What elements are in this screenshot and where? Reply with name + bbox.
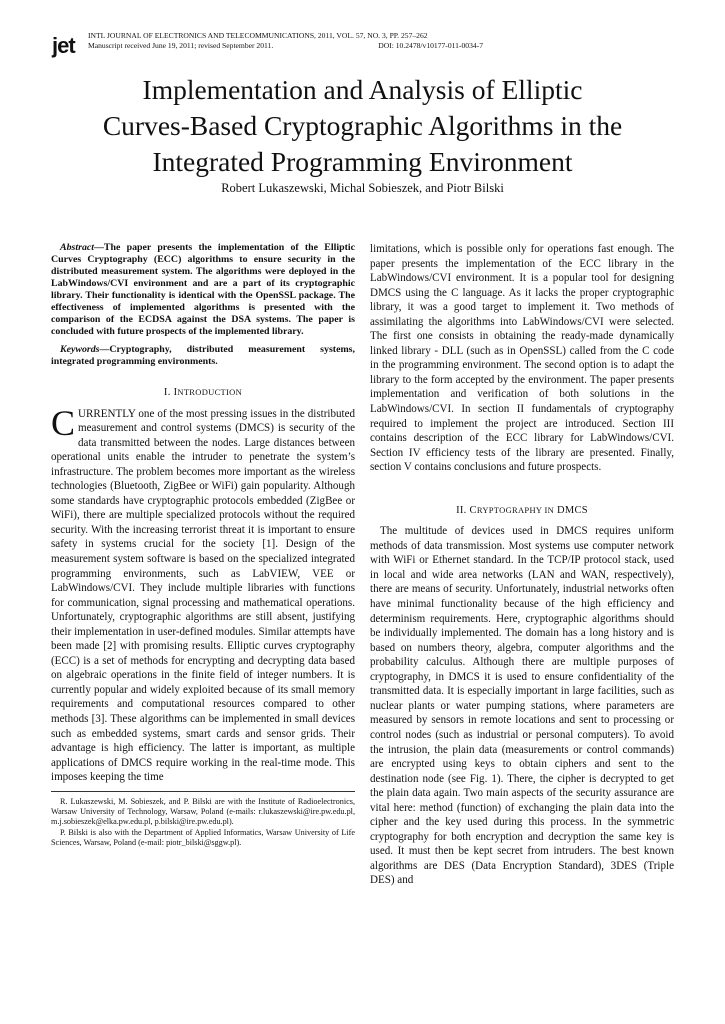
intro-continuation: limitations, which is possible only for operations fast enough. The paper presents the implementation of the ECC library in the LabWindows/CVI environment. It is a popular tool for designing DMCS using the C language. As it lacks the proper cryptographic library, it was a good target to implement it. Two methods of assimilating the algorithms into LabWindows/CVI were selected. The first one consists in obtaining the ready-made dynamically linked library - DLL (such as in OpenSSL) called from the C code in the programming environment. The second option is to adapt the library to the form accepted by the environment. The paper presents implementation and verification of both solutions in the LabWindows/CVI. In section II fundamentals of cryptography required to implement the project are introduced. Section III contains description of the ECC library for LabWindows/CVI. Section IV efficiency tests of the library are presented. Finally, section V contains conclusions and future prospects.	[370, 243, 674, 474]
keywords-paragraph	[51, 344, 355, 368]
abstract-label: Abstract	[60, 242, 95, 253]
abstract-paragraph	[51, 242, 355, 338]
section-heading-introduction	[51, 385, 355, 401]
intro-paragraph	[51, 402, 355, 785]
section-rest: RYPTOGRAPHY IN	[476, 504, 555, 515]
authors: Robert Lukaszewski, Michal Sobieszek, and Piotr Bilski	[221, 181, 504, 195]
drop-cap: C	[51, 402, 76, 443]
section-rest: NTRODUCTION	[177, 387, 243, 397]
right-column	[370, 242, 674, 888]
title-line-2: Curves-Based Cryptographic Algorithms in the	[102, 110, 623, 141]
keywords-text: —Cryptography, distributed measurement systems, integrated programming environments.	[51, 344, 355, 367]
section-first-letter: C	[469, 504, 477, 516]
left-column	[51, 242, 355, 848]
doi: DOI: 10.2478/v10177-011-0034-7	[378, 40, 483, 50]
journal-logo: jet	[52, 33, 75, 58]
section-heading-cryptography	[370, 503, 674, 519]
cryptography-paragraph: The multitude of devices used in DMCS requires uniform methods of data transmission. Most systems use computer network with WiFi or Ethernet standard. In the TCP/IP protocol stack, used in local and wide area networks (LAN and WAN, respectively), there are means of security. Unfortunately, industrial networks often have minimal functionality because of the high efficiency and determinism requirements. Here, cryptographic algorithms should be individually implemented. The domain has a long history and is based on numbers theory, algebra, computer algorithms and the probability calculus. Although there are multiple purposes of cryptography, in DMCS it is used to ensure confidentiality of the transmitted data. It is especially important in large facilities, such as nuclear plants or water pumping stations, where parameters are measured by sensors in remote locations and sent to processing or control nodes (such as industrial or personal computers). To avoid the intrusion, the plain data (measurements or control commands) are encrypted using keys to obtain ciphers and sent to the destination node (see Fig. 1). There, the cipher is decrypted to get the plain data again. Two main aspects of the security assurance are vital here: method (function) of exchanging the plain data into the cipher and the key used during this process. In the symmetric cryptography for both encryption and decryption the same key is used. It must then be kept secret from intruders. The best known algorithms are DES (Data Encryption Standard), 3DES (Triple DES) and	[370, 525, 674, 887]
footnote-rule	[51, 791, 355, 792]
footnote-affiliation-2: P. Bilski is also with the Department of Applied Informatics, Warsaw University of Life Sciences, Warsaw, Poland (e-mail: piotr_bilski@sggw.pl).	[51, 827, 355, 847]
manuscript-line: Manuscript received June 19, 2011; revised September 2011.	[88, 40, 274, 50]
paper-title	[40, 72, 685, 180]
intro-text: URRENTLY one of the most pressing issues in the distributed measurement and control systems (DMCS) is security of the data transmitted between the nodes. Large distances between operational units enable the intruder to penetrate the system’s infrastructure. The problem becomes more important as the wireless technologies (Bluetooth, ZigBee or WiFi) gain popularity. Although some standards have cryptographic protocols embedded (ZigBee or WiFi), there are multiple specialized protocols without the required security. With the increasing terrorist threat it is important to ensure safety in systems crucial for the society [1]. Design of the measurement system software is based on the specialized integrated programming environments, such as LabVIEW, VEE or LabWindows/CVI. They include multiple libraries with functions for communication, signal processing and mathematical operations. Unfortunately, cryptographic algorithms are still absent, justifying their implementation in user-defined modules. Similar attempts have been made [2] with promising results. Elliptic curves cryptography (ECC) is a set of methods for encrypting and decrypting data based on algebraic operations in the finite field of integer numbers. It is currently popular and widely exploited because of its small memory requirements and computational resources compared to other methods [3]. These algorithms can be implemented in small devices such as embedded systems, smart cards and sensor grids. Their advantage is high efficiency. The latter is important, as multiple applications of DMCS require working in the real-time mode. This imposes keeping the time	[51, 407, 355, 784]
abstract	[51, 242, 355, 368]
section-number: II.	[456, 504, 470, 516]
journal-header	[88, 31, 483, 50]
title-line-3: Integrated Programming Environment	[152, 146, 573, 177]
section-tail: DMCS	[554, 504, 588, 516]
section-number: I.	[163, 387, 174, 398]
footnote-affiliation: R. Lukaszewski, M. Sobieszek, and P. Bilski are with the Institute of Radioelectronics, Warsaw University of Technology, Warsaw, Poland (e-mails: r.lukaszewski@ire.pw.edu.pl, m.j.sobieszek@elka.pw.edu.pl, p.bilski@ire.pw.edu.pl).	[51, 796, 355, 827]
abstract-text: —The paper presents the implementation of the Elliptic Curves Cryptography (ECC) algorithms to ensure security in the distributed measurement system. The algorithms were deployed in the LabWindows/CVI environment and are a part of its cryptographic library. Their functionality is identical with the OpenSSL package. The effectiveness of implemented algorithms is presented with the comparison of the ECDSA against the DSA systems. The paper is concluded with future prospects of the implemented library.	[51, 242, 355, 337]
keywords-label: Keywords	[60, 344, 100, 355]
title-line-1: Implementation and Analysis of Elliptic	[142, 74, 583, 105]
journal-line: INTL JOURNAL OF ELECTRONICS AND TELECOMMUNICATIONS, 2011, VOL. 57, NO. 3, PP. 257–262	[88, 31, 428, 40]
section-first-letter: I	[173, 387, 178, 398]
